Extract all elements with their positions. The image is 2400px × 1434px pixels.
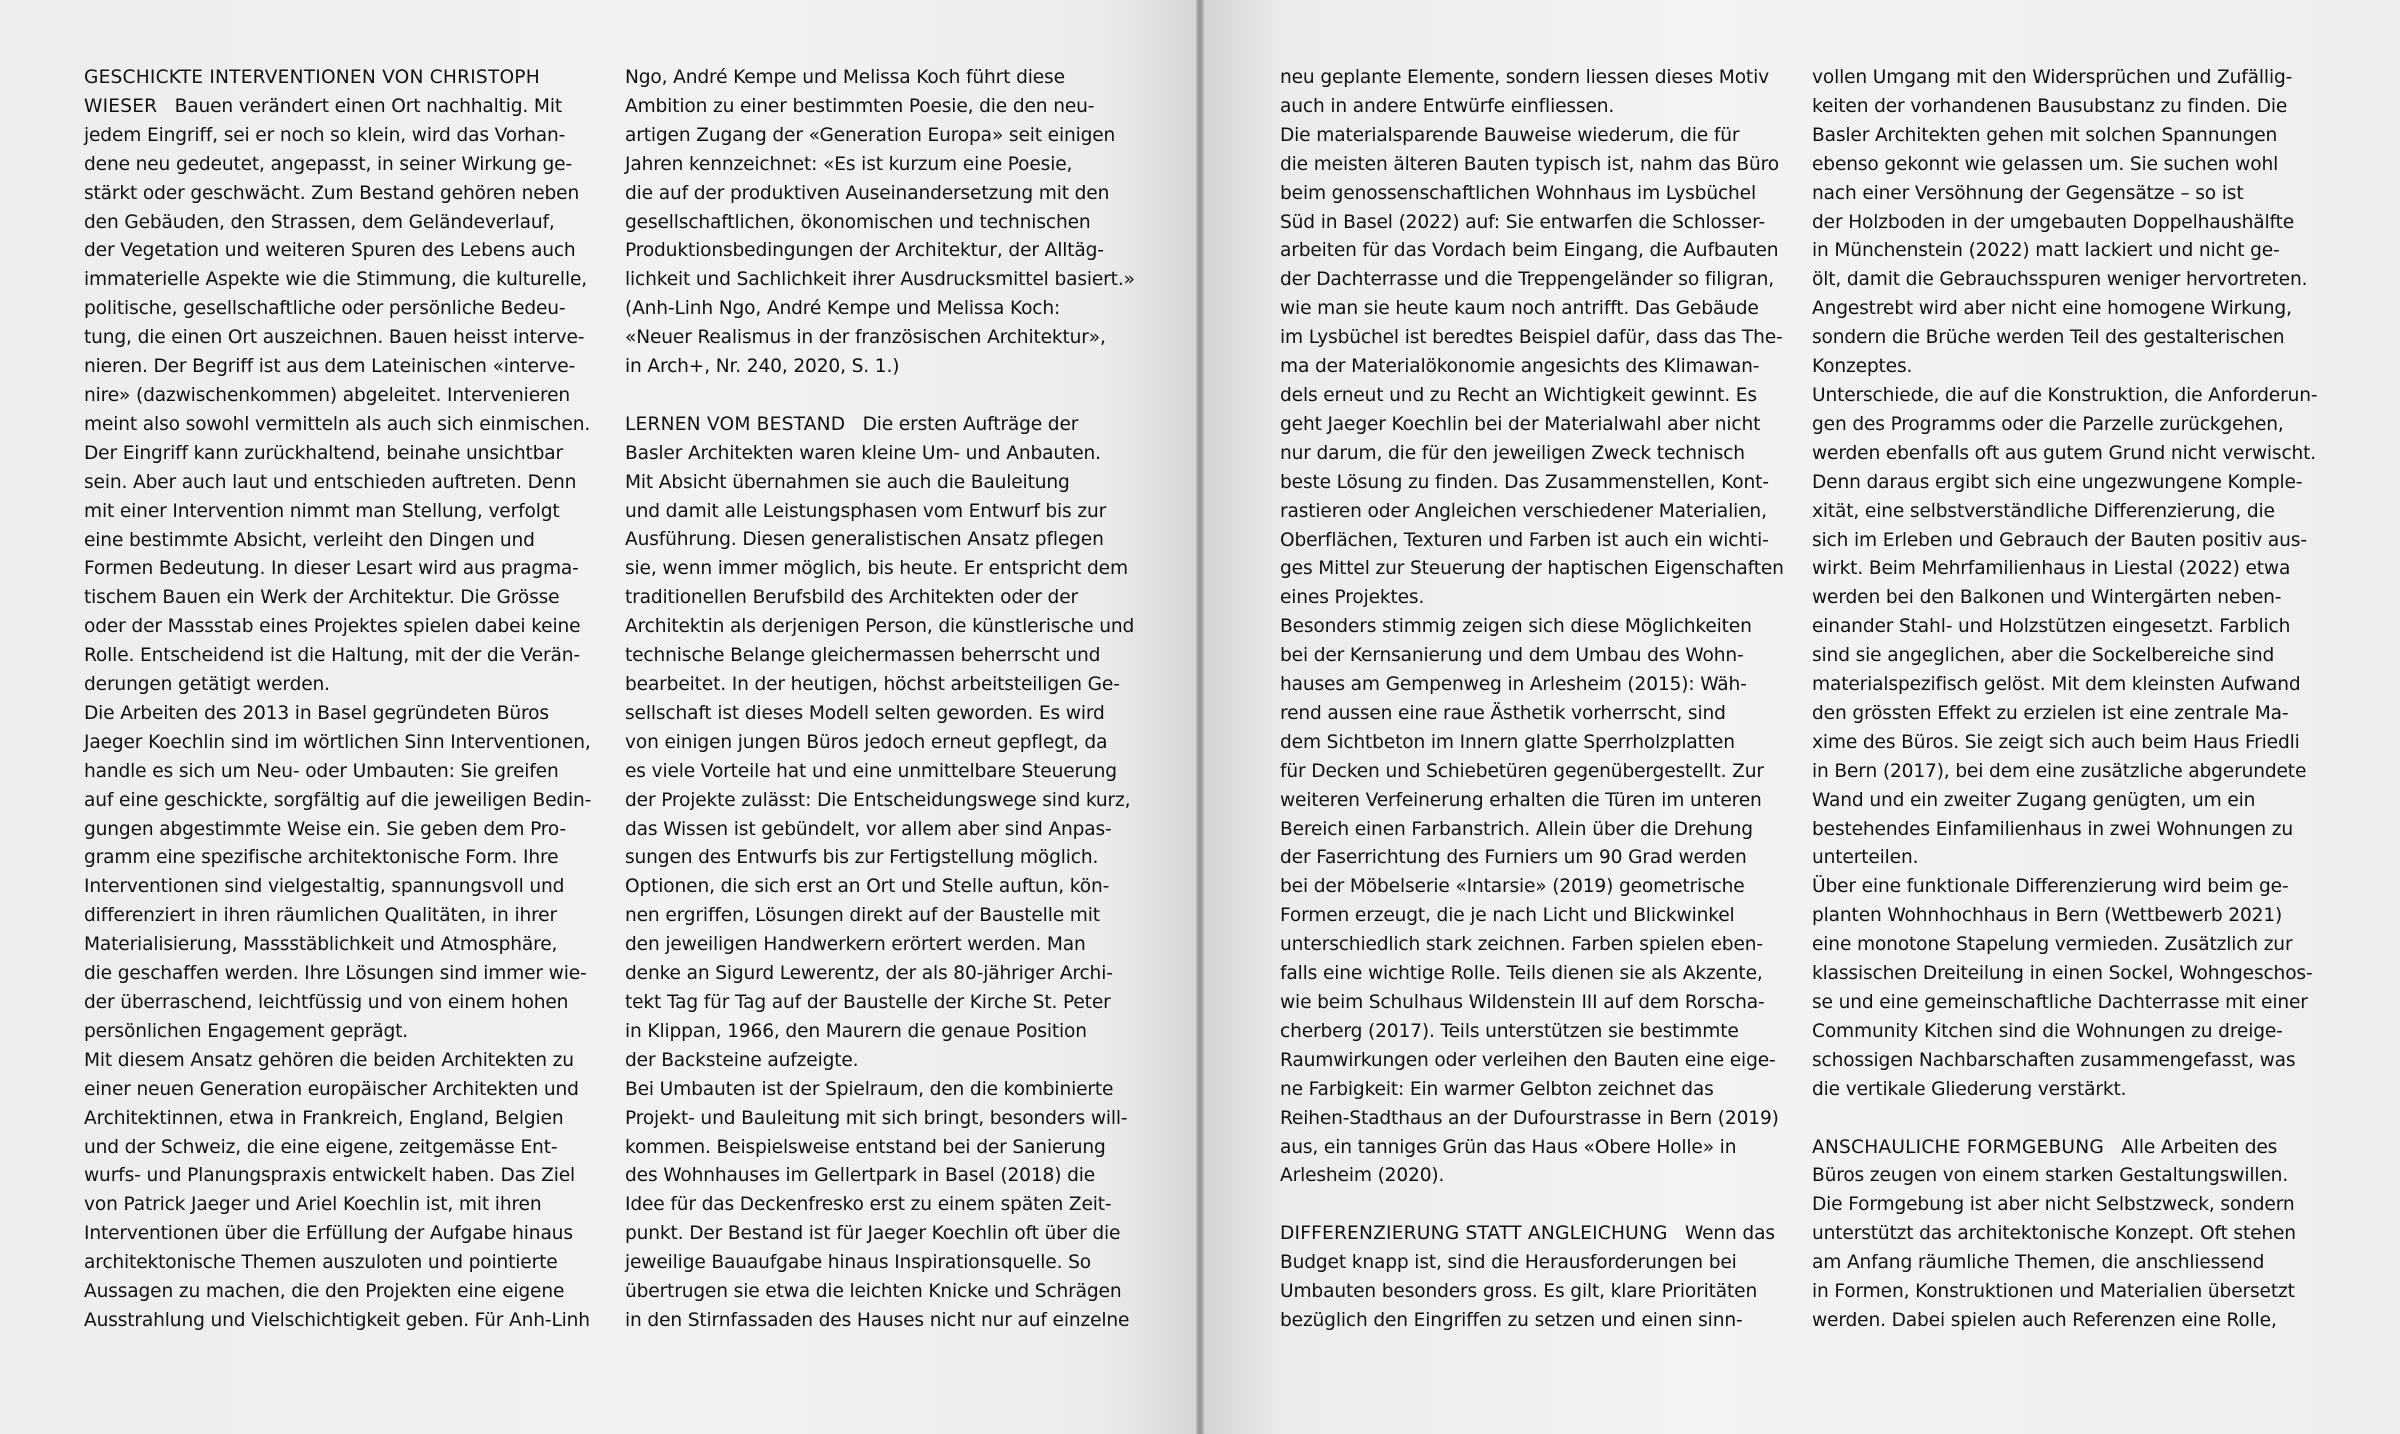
paragraph: Mit diesem Ansatz gehören die beiden Architekten zu einer neuen Generation europäischer Architekten und Architektinnen, etwa in Frankreich, England, Belgien und der Schweiz, die eine eigene, zeitgemässe Ent- wurfs- und Planungspraxis entwickelt haben. Das Ziel von Patrick Jaeger und Ariel Koechlin ist, mit ihren Interventionen über die Erfüllung der Aufgabe hinaus architektonische Themen auszuloten und pointierte Aussagen zu machen, die den Projekten eine eigene Ausstrahlung und Vielschichtigkeit geben. Für Anh-Linh: [84, 1049, 590, 1331]
column-4: [1812, 64, 2334, 1336]
section-heading-anschauliche-formgebung: ANSCHAULICHE FORMGEBUNG: [1812, 1136, 2104, 1158]
book-gutter: [1196, 0, 1204, 1434]
section-heading-differenzierung: DIFFERENZIERUNG STATT ANGLEICHUNG: [1280, 1223, 1668, 1245]
paragraph-gap: [625, 382, 1147, 411]
paragraph: neu geplante Elemente, sondern liessen dieses Motiv auch in andere Entwürfe einfliessen.: [1280, 67, 1769, 117]
section-heading-lernen-vom-bestand: LERNEN VOM BESTAND: [625, 413, 846, 435]
paragraph: Alle Arbeiten des Büros zeugen von einem starken Gestaltungswillen. Die Formgebung ist aber nicht Selbstzweck, sondern unterstützt das architektonische Konzept. Oft stehen am Anfang räumliche Themen, die anschliessend in Formen, Konstruktionen und Materialien übersetzt werden. Dabei spielen auch Referenzen eine Rolle,: [1812, 1136, 2296, 1331]
paragraph: Bei Umbauten ist der Spielraum, den die kombinierte Projekt- und Bauleitung mit sich bringt, besonders will- kommen. Beispielsweise entstand bei der Sanierung des Wohnhauses im Gellertpark in Basel (2018) die Idee für das Deckenfresko erst zu einem späten Zeit- punkt. Der Bestand ist für Jaeger Koechlin oft über die jeweilige Bauaufgabe hinaus Inspirationsquelle. So übertrugen sie etwa die leichten Knicke und Schrägen in den Stirnfassaden des Hauses nicht nur auf einzelne: [625, 1078, 1130, 1331]
paragraph: Ngo, André Kempe und Melissa Koch führt diese Ambition zu einer bestimmten Poesie, die den neu- artigen Zugang der «Generation Europa» seit einigen Jahren kennzeichnet: «Es ist kurzum eine Poesie, die auf der produktiven Auseinandersetzung mit den gesellschaftlichen, ökonomischen und technischen Produktionsbedingungen der Architektur, der Alltäg- lichkeit und Sachlichkeit ihrer Ausdrucksmittel basiert.» (Anh-Linh Ngo, André Kempe und Melissa Koch: «Neuer Realismus in der französischen Architektur», in Arch+, Nr. 240, 2020, S. 1.): [625, 67, 1135, 378]
column-2: [625, 64, 1147, 1336]
paragraph: Die materialsparende Bauweise wiederum, die für die meisten älteren Bauten typisch ist, nahm das Büro beim genossenschaftlichen Wohnhaus im Lysbüchel Süd in Basel (2022) auf: Sie entwarfen die Schlosser- arbeiten für das Vordach beim Eingang, die Aufbauten der Dachterrasse und die Treppengeländer so filigran, wie man sie heute kaum noch antrifft. Das Gebäude im Lysbüchel ist beredtes Beispiel dafür, dass das The- ma der Materialökonomie angesichts des Klimawan- dels erneut und zu Recht an Wichtigkeit gewinnt. Es geht Jaeger Koechlin bei der Materialwahl aber nicht nur darum, die für den jeweiligen Zweck technisch beste Lösung zu finden. Das Zusammenstellen, Kont- rastieren oder Angleichen verschiedener Materialien, Oberflächen, Texturen und Farben ist auch ein wichti- ges Mittel zur Steuerung der haptischen Eigenschaften eines Projektes.: [1280, 124, 1784, 609]
paragraph: Wenn das Budget knapp ist, sind die Herausforderungen bei Umbauten besonders gross. Es gilt, klare Prioritäten bezüglich den Eingriffen zu setzen und einen sinn-: [1280, 1223, 1775, 1331]
paragraph: Die ersten Aufträge der Basler Architekten waren kleine Um- und Anbauten. Mit Absicht übernahmen sie auch die Bauleitung und damit alle Leistungsphasen vom Entwurf bis zur Ausführung. Diesen generalistischen Ansatz pflegen sie, wenn immer möglich, bis heute. Er entspricht dem traditionellen Berufsbild des Architekten oder der Architektin als derjenigen Person, die künstlerische und technische Belange gleichermassen beherrscht und bearbeitet. In der heutigen, höchst arbeitsteiligen Ge- sellschaft ist dieses Modell selten geworden. Es wird von einigen jungen Büros jedoch erneut gepflegt, da es viele Vorteile hat und eine unmittelbare Steuerung der Projekte zulässt: Die Entscheidungswege sind kurz, das Wissen ist gebündelt, vor allem aber sind Anpas- sungen des Entwurfs bis zur Fertigstellung möglich. Optionen, die sich erst an Ort und Stelle auftun, kön- nen ergriffen, Lösungen direkt auf der Baustelle mit den jeweiligen Handwerkern erörtert werden. Man denke an Sigurd Lewerentz, der als 80-jähriger Archi- tekt Tag für Tag auf der Baustelle der Kirche St. Peter in Klippan, 1966, den Maurern die genaue Position der Backsteine aufzeigte.: [625, 413, 1135, 1071]
column-3: [1280, 64, 1802, 1336]
paragraph: Unterschiede, die auf die Konstruktion, die Anforderun- gen des Programms oder die Parzelle zurückgehen, werden ebenfalls oft aus gutem Grund nicht verwischt. Denn daraus ergibt sich eine ungezwungene Komple- xität, eine selbstverständliche Differenzierung, die sich im Erleben und Gebrauch der Bauten positiv aus- wirkt. Beim Mehrfamilienhaus in Liestal (2022) etwa werden bei den Balkonen und Wintergärten neben- einander Stahl- und Holzstützen eingesetzt. Farblich sind sie angeglichen, aber die Sockelbereiche sind materialspezifisch gelöst. Mit dem kleinsten Aufwand den grössten Effekt zu erzielen ist eine zentrale Ma- xime des Büros. Sie zeigt sich auch beim Haus Friedli in Bern (2017), bei dem eine zusätzliche abgerundete Wand und ein zweiter Zugang genügten, um ein bestehendes Einfamilienhaus in zwei Wohnungen zu unterteilen.: [1812, 384, 2318, 869]
column-1: [84, 64, 606, 1336]
paragraph-gap: [1280, 1191, 1802, 1220]
paragraph: Bauen verändert einen Ort nachhaltig. Mit jedem Eingriff, sei er noch so klein, wird das Vorhan- dene neu gedeutet, angepasst, in seiner Wirkung ge- stärkt oder geschwächt. Zum Bestand gehören neben den Gebäuden, den Strassen, dem Geländeverlauf, der Vegetation und weiteren Spuren des Lebens auch immaterielle Aspekte wie die Stimmung, die kulturelle, politische, gesellschaftliche oder persönliche Bedeu- tung, die einen Ort auszeichnen. Bauen heisst interve- nieren. Der Begriff ist aus dem Lateinischen «interve- nire» (dazwischenkommen) abgeleitet. Intervenieren meint also sowohl vermitteln als auch sich einmischen. Der Eingriff kann zurückhaltend, beinahe unsichtbar sein. Aber auch laut und entschieden auftreten. Denn mit einer Intervention nimmt man Stellung, verfolgt eine bestimmte Absicht, verleiht den Dingen und Formen Bedeutung. In dieser Lesart wird aus pragma- tischem Bauen ein Werk der Architektur. Die Grösse oder der Massstab eines Projektes spielen dabei keine Rolle. Entscheidend ist die Haltung, mit der die Verän- derungen getätigt werden.: [84, 95, 591, 696]
section-heading-geschickte-interventionen: GESCHICKTE INTERVENTIONEN VON CHRISTOPH WIESER: [84, 67, 540, 117]
paragraph: vollen Umgang mit den Widersprüchen und Zufällig- keiten der vorhandenen Bausubstanz zu finden. Die Basler Architekten gehen mit solchen Spannungen ebenso gekonnt wie gelassen um. Sie suchen wohl nach einer Versöhnung der Gegensätze – so ist der Holzboden in der umgebauten Doppelhaushälfte in Münchenstein (2022) matt lackiert und nicht ge- ölt, damit die Gebrauchsspuren weniger hervortreten. Angestrebt wird aber nicht eine homogene Wirkung, sondern die Brüche werden Teil des gestalterischen Konzeptes.: [1812, 67, 2308, 378]
paragraph: Über eine funktionale Differenzierung wird beim ge- planten Wohnhochhaus in Bern (Wettbewerb 2021) eine monotone Stapelung vermieden. Zusätzlich zur klassischen Dreiteilung in einen Sockel, Wohngeschos- se und eine gemeinschaftliche Dachterrasse mit einer Community Kitchen sind die Wohnungen zu dreige- schossigen Nachbarschaften zusammengefasst, was die vertikale Gliederung verstärkt.: [1812, 876, 2313, 1100]
paragraph-gap: [1812, 1105, 2334, 1134]
paragraph: Besonders stimmig zeigen sich diese Möglichkeiten bei der Kernsanierung und dem Umbau des Wohn- hauses am Gempenweg in Arlesheim (2015): Wäh- rend aussen eine raue Ästhetik vorherrscht, sind dem Sichtbeton im Innern glatte Sperrholzplatten für Decken und Schiebetüren gegenübergestellt. Zur weiteren Verfeinerung erhalten die Türen im unteren Bereich einen Farbanstrich. Allein über die Drehung der Faserrichtung des Furniers um 90 Grad werden bei der Möbelserie «Intarsie» (2019) geometrische Formen erzeugt, die je nach Licht und Blickwinkel unterschiedlich stark zeichnen. Farben spielen eben- falls eine wichtige Rolle. Teils dienen sie als Akzente, wie beim Schulhaus Wildenstein III auf dem Rorscha- cherberg (2017). Teils unterstützen sie bestimmte Raumwirkungen oder verleihen den Bauten eine eige- ne Farbigkeit: Ein warmer Gelbton zeichnet das Reihen-Stadthaus an der Dufourstrasse in Bern (2019) aus, ein tanniges Grün das Haus «Obere Holle» in Arlesheim (2020).: [1280, 616, 1779, 1187]
paragraph: Die Arbeiten des 2013 in Basel gegründeten Büros Jaeger Koechlin sind im wörtlichen Sinn Interventionen, handle es sich um Neu- oder Umbauten: Sie greifen auf eine geschickte, sorgfältig auf die jeweiligen Bedin- gungen abgestimmte Weise ein. Sie geben dem Pro- gramm eine spezifische architektonische Form. Ihre Interventionen sind vielgestaltig, spannungsvoll und differenziert in ihren räumlichen Qualitäten, in ihrer Materialisierung, Massstäblichkeit und Atmosphäre, die geschaffen werden. Ihre Lösungen sind immer wie- der überraschend, leichtfüssig und von einem hohen persönlichen Engagement geprägt.: [84, 702, 592, 1042]
